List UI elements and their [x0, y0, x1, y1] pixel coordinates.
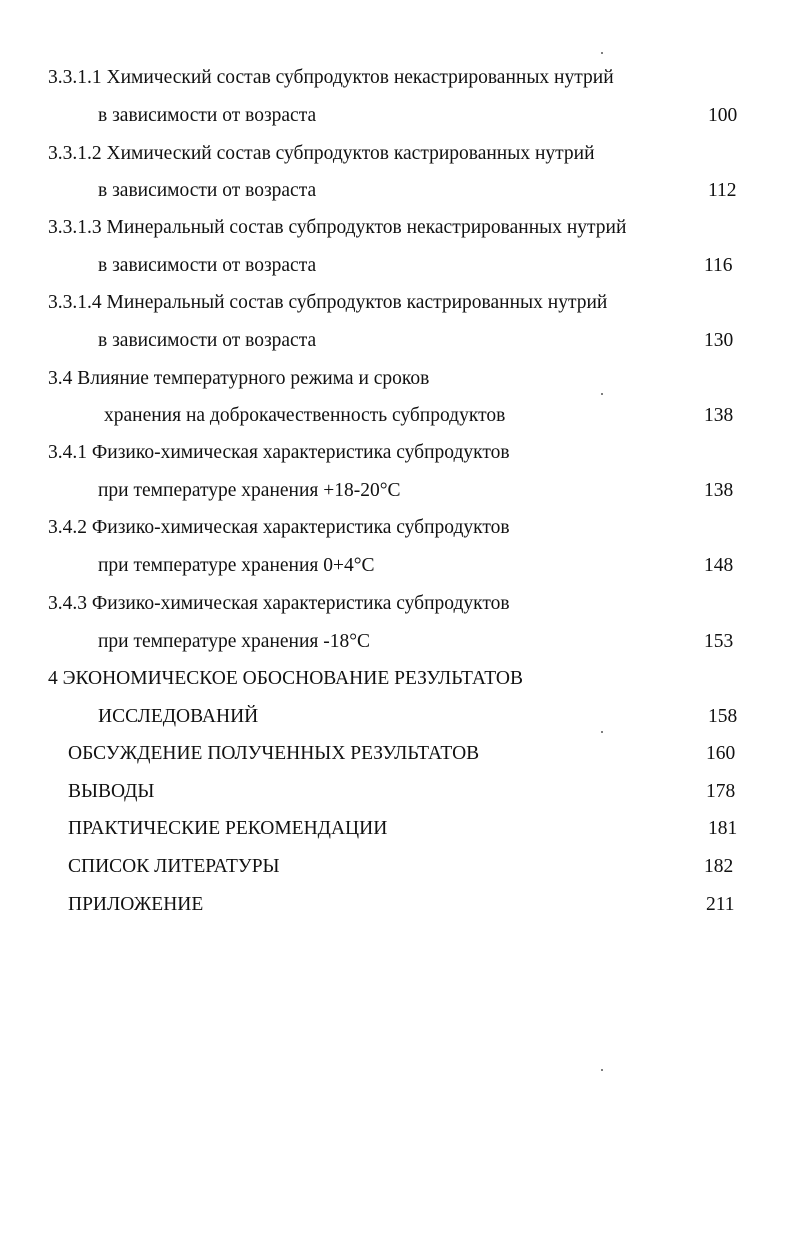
toc-entry-line: в зависимости от возраста: [98, 180, 317, 201]
toc-section-title: ПРИЛОЖЕНИЕ: [68, 894, 204, 915]
toc-page-number: 138: [704, 405, 734, 426]
toc-page-number: 116: [704, 255, 733, 276]
toc-page-number: 112: [708, 180, 737, 201]
toc-page-number: 153: [704, 631, 734, 652]
toc-page-number: 178: [706, 781, 736, 802]
toc-page-number: 160: [706, 743, 736, 764]
scan-speck: [601, 393, 603, 395]
toc-entry-line: 3.3.1.1 Химический состав субпродуктов некастрированных нутрий: [48, 67, 614, 88]
toc-page-number: 148: [704, 555, 734, 576]
toc-entry-line: 3.4.1 Физико-химическая характеристика субпродуктов: [48, 442, 510, 463]
toc-page-number: 181: [708, 818, 738, 839]
toc-section-title: ВЫВОДЫ: [68, 781, 155, 802]
toc-entry-line: 3.3.1.2 Химический состав субпродуктов кастрированных нутрий: [48, 143, 595, 164]
toc-entry-line: 3.3.1.3 Минеральный состав субпродуктов некастрированных нутрий: [48, 217, 627, 238]
toc-entry-line: 4 ЭКОНОМИЧЕСКОЕ ОБОСНОВАНИЕ РЕЗУЛЬТАТОВ: [48, 668, 524, 689]
toc-entry-line: в зависимости от возраста: [98, 105, 317, 126]
toc-entry-line: при температуре хранения -18°С: [98, 631, 371, 652]
toc-entry-line: хранения на доброкачественность субпродуктов: [104, 405, 506, 426]
toc-entry-line: при температуре хранения +18-20°С: [98, 480, 401, 501]
toc-page-number: 100: [708, 105, 738, 126]
toc-page-number: 138: [704, 480, 734, 501]
scan-speck: [601, 731, 603, 733]
toc-section-title: ОБСУЖДЕНИЕ ПОЛУЧЕННЫХ РЕЗУЛЬТАТОВ: [68, 743, 480, 764]
toc-entry-line: ИССЛЕДОВАНИЙ: [98, 706, 259, 727]
scan-speck: [601, 1069, 603, 1071]
scan-speck: [601, 52, 603, 54]
toc-entry-line: при температуре хранения 0+4°С: [98, 555, 375, 576]
toc-entry-line: 3.4 Влияние температурного режима и сроков: [48, 368, 430, 389]
toc-entry-line: 3.4.2 Физико-химическая характеристика субпродуктов: [48, 517, 510, 538]
toc-page-number: 182: [704, 856, 734, 877]
toc-entry-line: в зависимости от возраста: [98, 255, 317, 276]
toc-page-number: 130: [704, 330, 734, 351]
toc-entry-line: 3.4.3 Физико-химическая характеристика субпродуктов: [48, 593, 510, 614]
toc-section-title: ПРАКТИЧЕСКИЕ РЕКОМЕНДАЦИИ: [68, 818, 388, 839]
toc-page-number: 158: [708, 706, 738, 727]
toc-section-title: СПИСОК ЛИТЕРАТУРЫ: [68, 856, 280, 877]
toc-page-number: 211: [706, 894, 735, 915]
toc-entry-line: 3.3.1.4 Минеральный состав субпродуктов кастрированных нутрий: [48, 292, 608, 313]
toc-entry-line: в зависимости от возраста: [98, 330, 317, 351]
